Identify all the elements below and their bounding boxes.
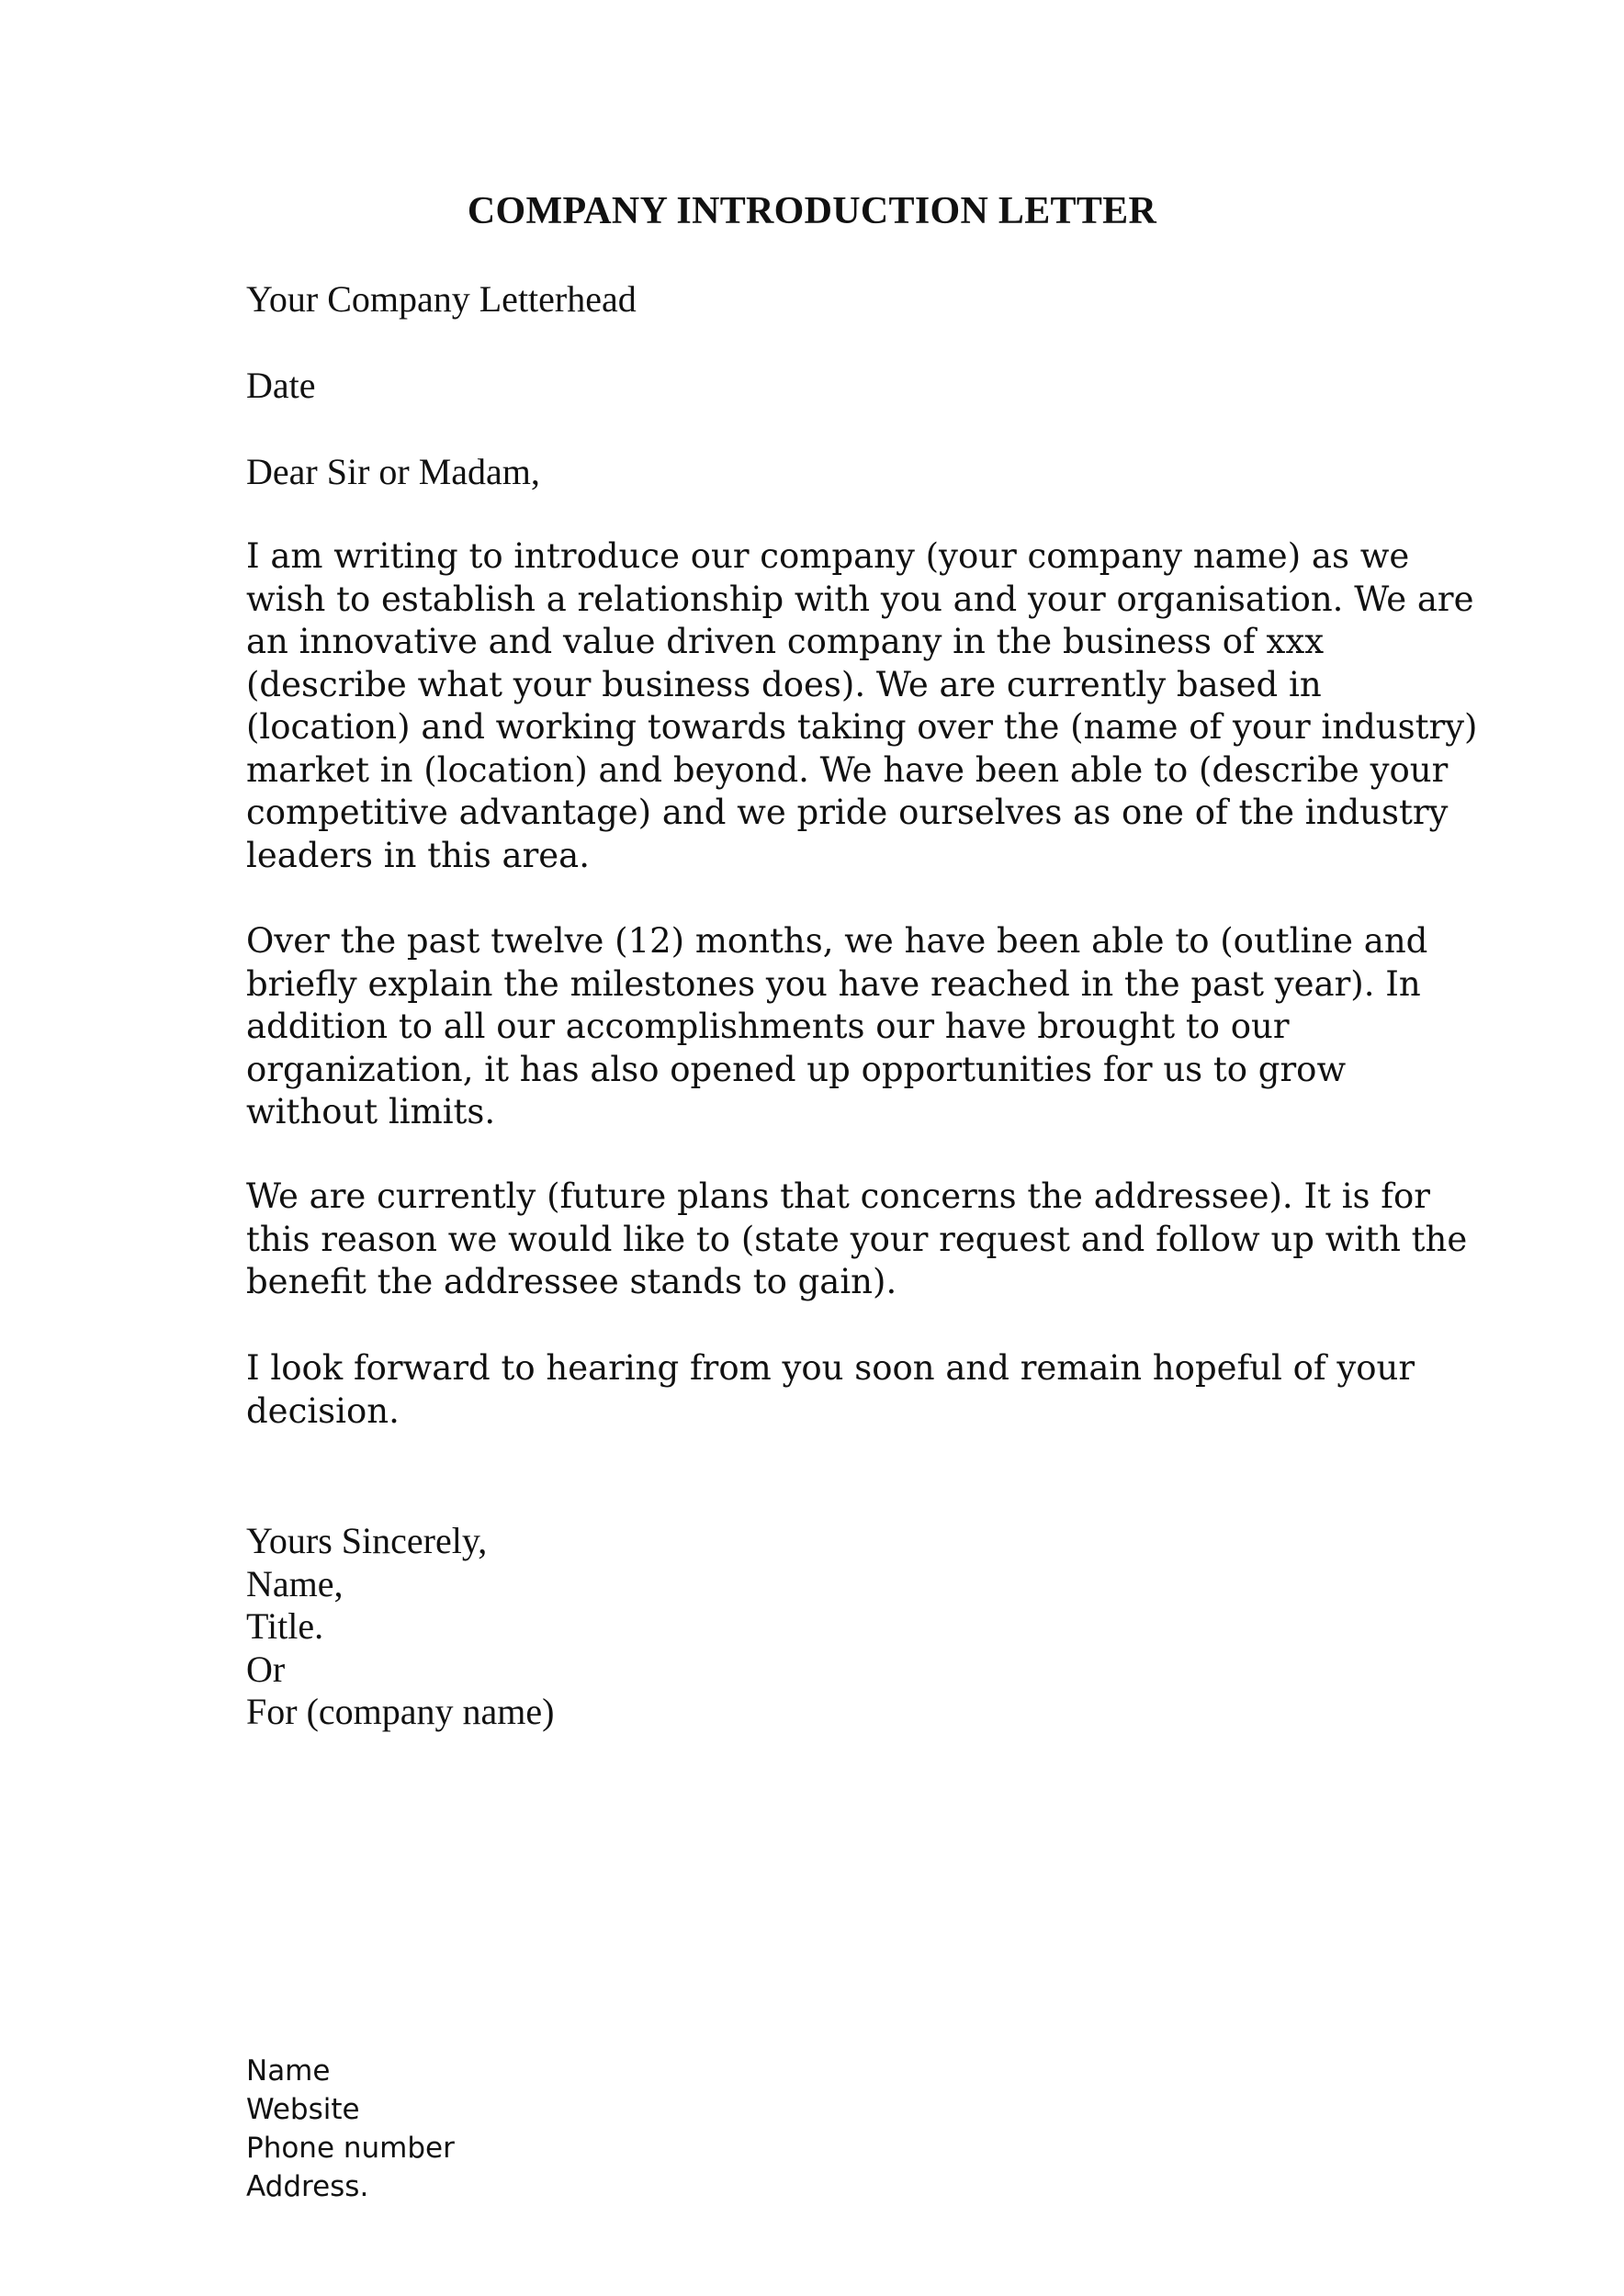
signer-name: Name, [246, 1562, 344, 1604]
paragraph-line: competitive advantage) and we pride ourselves as one of the industry [246, 793, 1449, 832]
paragraph-milestones [246, 920, 1428, 1134]
paragraph-line: I am writing to introduce our company (your company name) as we [246, 536, 1410, 576]
sign-off: Yours Sincerely, [246, 1520, 488, 1561]
paragraph-line: an innovative and value driven company in the business of xxx [246, 622, 1325, 661]
paragraph-line: (describe what your business does). We are currently based in [246, 664, 1322, 704]
paragraph-line: without limits. [246, 1092, 496, 1131]
footer-website: Website [246, 2093, 360, 2126]
paragraph-line: this reason we would like to (state your request and follow up with the [246, 1219, 1468, 1259]
paragraph-line: leaders in this area. [246, 835, 590, 875]
footer-phone: Phone number [246, 2132, 455, 2165]
contact-footer [246, 2052, 455, 2206]
paragraph-line: We are currently (future plans that concerns the addressee). It is for [246, 1176, 1430, 1216]
paragraph-closing-remark [246, 1347, 1415, 1433]
salutation: Dear Sir or Madam, [246, 451, 540, 492]
paragraph-line: market in (location) and beyond. We have been able to (describe your [246, 749, 1449, 790]
paragraph-introduction [246, 535, 1478, 877]
paragraph-line: addition to all our accomplishments our have brought to our [246, 1007, 1290, 1046]
paragraph-line: benefit the addressee stands to gain). [246, 1262, 897, 1301]
paragraph-line: briefly explain the milestones you have reached in the past year). In [246, 963, 1421, 1004]
paragraph-line: I look forward to hearing from you soon and remain hopeful of your [246, 1348, 1415, 1388]
paragraph-future-plans [246, 1176, 1468, 1304]
paragraph-line: (location) and working towards taking over the (name of your industry) [246, 707, 1478, 747]
footer-address: Address. [246, 2170, 369, 2203]
document-title: COMPANY INTRODUCTION LETTER [467, 190, 1157, 232]
paragraph-line: wish to establish a relationship with you and your organisation. We are [246, 579, 1474, 619]
footer-name: Name [246, 2054, 331, 2088]
signer-company: For (company name) [246, 1691, 555, 1732]
paragraph-line: Over the past twelve (12) months, we have been able to (outline and [246, 921, 1428, 961]
signer-or: Or [246, 1648, 286, 1690]
paragraph-line: organization, it has also opened up opportunities for us to grow [246, 1049, 1347, 1089]
date-line: Date [246, 365, 316, 406]
signature-block [246, 1520, 554, 1734]
signer-title: Title. [246, 1605, 324, 1647]
paragraph-line: decision. [246, 1390, 400, 1431]
letterhead: Your Company Letterhead [246, 278, 637, 320]
